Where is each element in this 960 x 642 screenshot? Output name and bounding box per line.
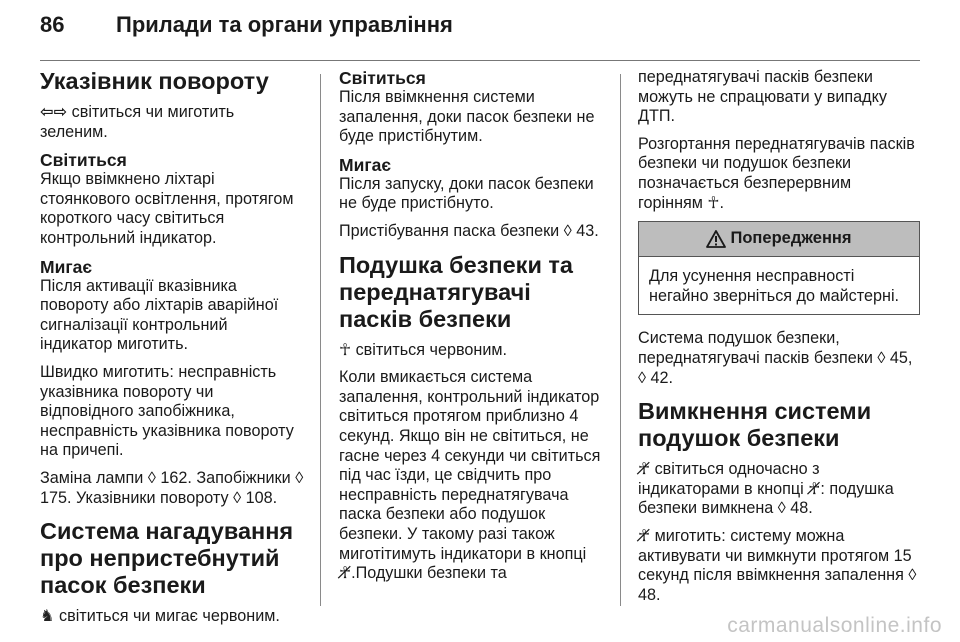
watermark: carmanualsonline.info <box>727 614 942 637</box>
belt-intro: ♞ світиться чи мигає червоним. <box>40 607 280 626</box>
airbag-off-text-1: ☥̸ світиться одночасно з індикаторами в кнопці ☥̸: подушка безпеки вимкнена ◊ 48. <box>638 460 894 518</box>
airbag-icon: ☥ <box>707 193 720 212</box>
subheading-flash: Мигає <box>339 154 392 175</box>
turn-flash-section <box>40 257 304 509</box>
turn-lit-text: Якщо ввімкнено ліхтарі стоянкового освітлення, протягом короткого часу світиться контрольний індикатор. <box>40 170 294 247</box>
subheading-flash: Мигає <box>40 256 93 277</box>
subheading-lit: Світиться <box>40 150 127 171</box>
turn-lit-section <box>40 150 304 248</box>
airbag-off-icon: ☥̸ <box>808 479 821 498</box>
turn-references: Заміна лампи ◊ 162. Запобіжники ◊ 175. Указівники повороту ◊ 108. <box>40 468 304 507</box>
airbag-deploy-text: Розгортання переднатягувачів пасків безпеки чи подушок безпеки позначається безперервним горінням ☥. <box>638 134 915 212</box>
reference-icon: ◊ <box>777 499 786 518</box>
belt-reference: Пристібування паска безпеки ◊ 43. <box>339 221 599 240</box>
page-title: Прилади та органи управління <box>116 12 453 37</box>
belt-flash-text: Після запуску, доки пасок безпеки не буде пристібнуто. <box>339 174 594 213</box>
column-divider <box>320 74 321 606</box>
turn-flash-text: Після активації вказівника повороту або ліхтарів аварійної сигналізації контрольний індикатор миготить. <box>40 276 279 354</box>
section-heading-airbag-off: Вимкнення системи подушок безпеки <box>638 398 872 452</box>
turn-intro: ⇦⇨ світиться чи миготить зеленим. <box>40 103 235 141</box>
airbag-continued-text: переднатягувачі пасків безпеки можуть не спрацювати у випадку ДТП. <box>638 68 887 126</box>
belt-lit-text: Після ввімкнення системи запалення, доки пасок безпеки не буде пристібнутим. <box>339 88 595 146</box>
header-rule <box>40 60 920 61</box>
warning-body: Для усунення несправності негайно зверніться до майстерні. <box>649 267 900 305</box>
column-1 <box>40 68 304 635</box>
airbag-off-icon: ☥̸ <box>339 564 352 583</box>
belt-flash-section <box>339 155 607 242</box>
warning-icon <box>706 230 726 248</box>
section-heading-airbag: Подушка безпеки та переднатягувачі пасків безпеки <box>339 251 574 332</box>
airbag-off-icon: ☥̸ <box>638 460 651 479</box>
warning-title: Попередження <box>730 229 852 248</box>
reference-icon: ◊ <box>295 468 304 487</box>
turn-signal-icon: ⇦⇨ <box>40 103 68 121</box>
airbag-intro: ☥ світиться червоним. <box>339 340 507 359</box>
reference-icon: ◊ <box>638 368 646 387</box>
page-number: 86 <box>40 12 65 37</box>
page-header <box>40 12 453 46</box>
airbag-text: Коли вмикається система запалення, контрольний індикатор світиться протягом приблизно 4 секунд. Якщо він не світиться, не гасне через 4 секунди чи світиться під час їзди, це свідчить про несправність переднатягувача паска безпеки або подушок безпеки. У такому разі також миготітимуть індикатори в кнопці ☥̸.Подушки безпеки та <box>339 368 601 583</box>
warning-header <box>639 222 919 257</box>
reference-icon: ◊ <box>233 488 242 507</box>
turn-fast-text: Швидко миготить: несправність указівника повороту чи відповідного запобіжника, несправність указівника повороту на причепі. <box>40 362 294 460</box>
section-heading-seatbelt-reminder: Система нагадування про непристебнутий пасок безпеки <box>40 518 294 599</box>
column-divider <box>620 74 621 606</box>
airbag-off-icon: ☥̸ <box>638 526 651 545</box>
column-3 <box>638 68 920 613</box>
airbag-off-text-2: ☥̸ миготить: систему можна активувати чи вимкнути протягом 15 секунд після ввімкнення запалення ◊ 48. <box>638 526 917 604</box>
reference-icon: ◊ <box>908 566 917 585</box>
seatbelt-icon: ♞ <box>40 607 55 626</box>
reference-icon: ◊ <box>147 468 156 487</box>
subheading-lit: Світиться <box>339 68 426 88</box>
airbag-system-reference: Система подушок безпеки, переднатягувачі пасків безпеки ◊ 45, ◊ 42. <box>638 329 913 387</box>
warning-box <box>638 221 920 315</box>
column-2 <box>339 68 607 592</box>
reference-icon: ◊ <box>563 221 572 240</box>
airbag-icon: ☥ <box>339 340 352 359</box>
belt-lit-section <box>339 68 607 147</box>
reference-icon: ◊ <box>877 348 886 367</box>
section-heading-turn-indicator: Указівник повороту <box>40 68 269 94</box>
